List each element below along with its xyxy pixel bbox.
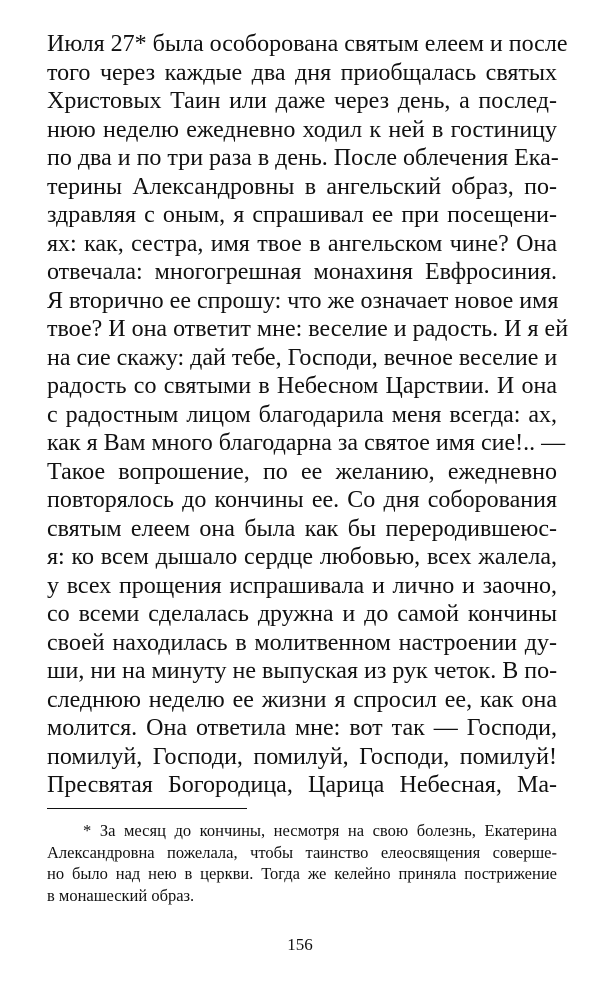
text-line: ях: как, сестра, имя твое в ангельском чине? Она: [47, 230, 557, 257]
text-line: Июля 27* была особорована святым елеем и после: [47, 31, 568, 57]
footnote-line: но было над нею в церкви. Тогда же келейно приняла пострижение: [47, 864, 557, 883]
page-number: 156: [287, 935, 313, 954]
footnote-line: * За месяц до кончины, несмотря на свою болезнь, Екатерина: [83, 821, 557, 840]
footnote-line: Александровна пожелала, чтобы таинство елеосвящения соверше-: [47, 842, 557, 862]
text-line: помилуй, Господи, помилуй, Господи, помилуй!: [47, 743, 557, 770]
text-line: с радостным лицом благодарила меня всегда: ах,: [47, 401, 557, 428]
text-line: Такое вопрошение, по ее желанию, ежедневно: [47, 458, 557, 485]
text-line: у всех прощения испрашивала и лично и заочно,: [47, 572, 557, 599]
text-line: повторялось до кончины ее. Со дня соборования: [47, 487, 557, 513]
text-line: Я вторично ее спрошу: что же означает новое имя: [47, 287, 559, 314]
text-line: Пресвятая Богородица, Царица Небесная, Ма-: [47, 772, 557, 798]
text-line: твое? И она ответит мне: веселие и радость. И я ей: [47, 316, 569, 342]
text-line: отвечала: многогрешная монахиня Евфросиния.: [47, 259, 557, 285]
footnote-separator: [47, 808, 247, 809]
text-line: здравляя с оным, я спрашивал ее при посещени-: [47, 202, 557, 228]
text-line: на сие скажу: дай тебе, Господи, вечное веселие и: [47, 344, 558, 371]
text-line: святым елеем она была как бы переродившеюс-: [47, 515, 557, 542]
text-line: молится. Она ответила мне: вот так — Господи,: [47, 715, 557, 741]
text-line: своей находилась в молитвенном настроении ду-: [47, 629, 557, 656]
text-line: терины Александровны в ангельский образ, по-: [47, 173, 557, 200]
main-text: [47, 30, 569, 800]
text-line: как я Вам много благодарна за святое имя сие!.. —: [47, 430, 566, 456]
text-line: по два и по три раза в день. После облечения Ека-: [47, 145, 559, 171]
text-line: того через каждые два дня приобщалась святых: [47, 59, 557, 86]
footnote: [47, 820, 557, 906]
text-line: следнюю неделю ее жизни я спросил ее, как она: [47, 686, 557, 713]
footnote-line: в монашеский образ.: [47, 885, 195, 905]
text-line: Христовых Таин или даже через день, а послед-: [47, 88, 557, 114]
text-line: ши, ни на минуту не выпуская из рук четок. В по-: [47, 658, 558, 684]
text-line: нюю неделю ежедневно ходил к ней в гостиницу: [47, 116, 557, 143]
text-line: со всеми сделалась дружна и до самой кончины: [47, 601, 557, 627]
text-line: я: ко всем дышало сердце любовью, всех жалела,: [47, 544, 557, 570]
text-line: радость со святыми в Небесном Царствии. И она: [47, 373, 557, 399]
